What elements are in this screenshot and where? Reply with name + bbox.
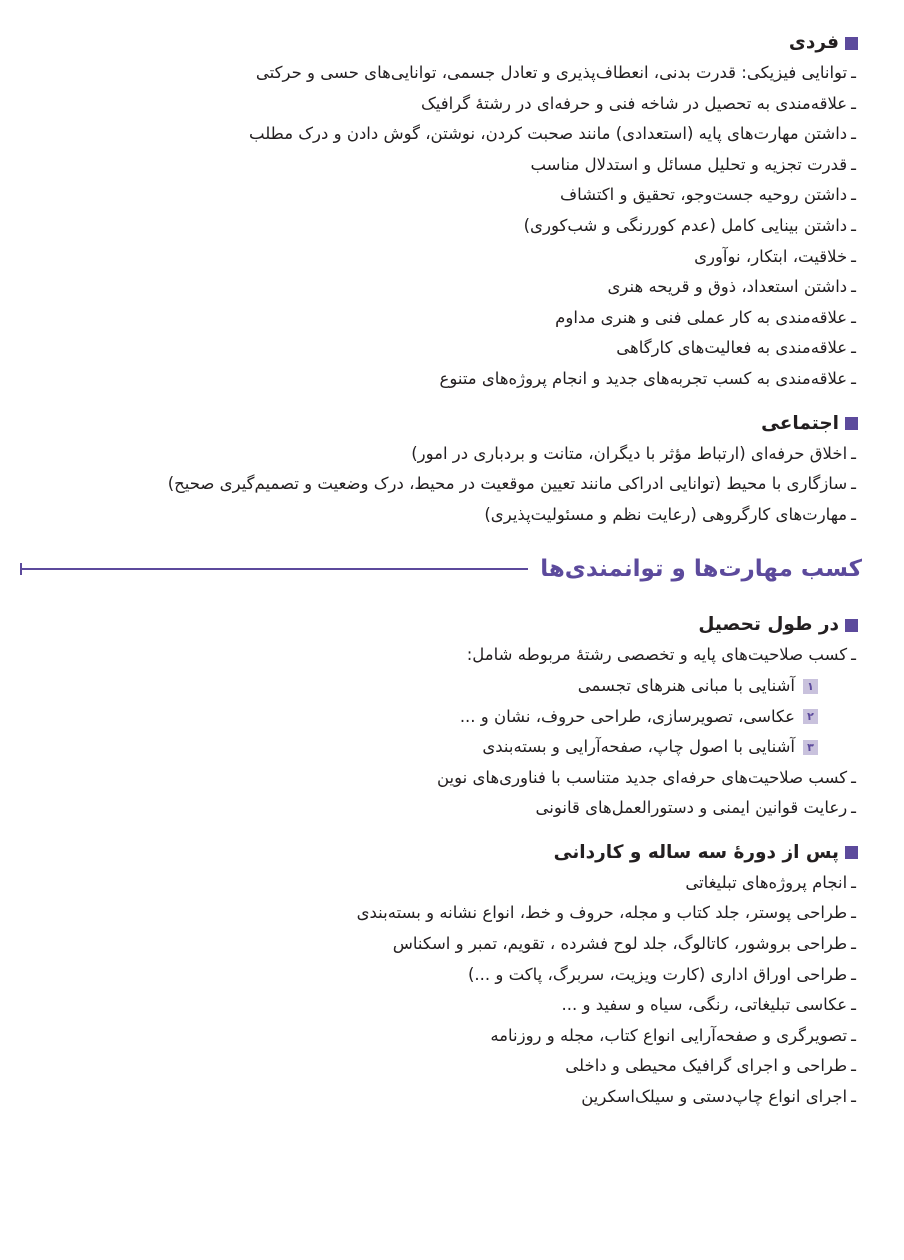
- list-item: [20, 439, 856, 470]
- dash-bullet: ـ: [851, 124, 856, 144]
- list-item: [20, 1021, 856, 1052]
- list-item: [20, 333, 856, 364]
- list-item-text: علاقه‌مندی به فعالیت‌های کارگاهی: [616, 338, 848, 358]
- section-during-study: [20, 610, 860, 824]
- dash-bullet: ـ: [851, 504, 856, 524]
- list-item: [20, 272, 856, 303]
- list-item: [20, 990, 856, 1021]
- list-item-text: تصویرگری و صفحه‌آرایی انواع کتاب، مجله و روزنامه: [490, 1025, 848, 1045]
- list-item: [20, 303, 856, 334]
- list-item: [20, 1082, 856, 1113]
- list-item-text: اجرای انواع چاپ‌دستی و سیلک‌اسکرین: [581, 1087, 848, 1107]
- numbered-list: [20, 671, 860, 763]
- section-heading: [20, 610, 858, 640]
- bullet-list: [20, 439, 860, 531]
- section-after-course: [20, 838, 860, 1113]
- list-item: [20, 640, 856, 671]
- list-item-text: طراحی و اجرای گرافیک محیطی و داخلی: [565, 1056, 848, 1076]
- list-item: [20, 242, 856, 273]
- list-item: [20, 89, 856, 120]
- list-item: [20, 500, 856, 531]
- chapter-title-row: [20, 552, 860, 586]
- number-badge: ۲: [803, 709, 818, 724]
- list-item-text: عکاسی تبلیغاتی، رنگی، سیاه و سفید و ...: [561, 995, 848, 1015]
- dash-bullet: ـ: [851, 215, 856, 235]
- section-heading: [20, 28, 858, 58]
- list-item-text: داشتن بینایی کامل (عدم کوررنگی و شب‌کوری): [523, 215, 848, 235]
- number-badge: ۱: [803, 679, 818, 694]
- square-bullet-icon: [845, 417, 858, 430]
- list-item-text: قدرت تجزیه و تحلیل مسائل و استدلال مناسب: [530, 154, 848, 174]
- section-individual: [20, 28, 860, 395]
- dash-bullet: ـ: [851, 63, 856, 82]
- numbered-item: [20, 732, 818, 763]
- dash-bullet: ـ: [851, 185, 856, 205]
- dash-bullet: ـ: [851, 995, 856, 1015]
- dash-bullet: ـ: [851, 767, 856, 787]
- section-heading: [20, 409, 858, 439]
- list-item-text: داشتن روحیه جست‌وجو، تحقیق و اکتشاف: [559, 185, 848, 205]
- list-item-text: سازگاری با محیط (توانایی ادراکی مانند تعیین موقعیت در محیط، درک وضعیت و تصمیم‌گیری صحیح): [167, 474, 848, 494]
- dash-bullet: ـ: [851, 154, 856, 174]
- list-item: [20, 364, 856, 395]
- dash-bullet: ـ: [851, 1025, 856, 1045]
- numbered-item: [20, 671, 818, 702]
- bullet-list: [20, 58, 860, 395]
- dash-bullet: ـ: [851, 338, 856, 358]
- list-item-text: خلاقیت، ابتکار، نوآوری: [694, 246, 848, 266]
- dash-bullet: ـ: [851, 246, 856, 266]
- list-item: [20, 58, 856, 89]
- list-item-text: اخلاق حرفه‌ای (ارتباط مؤثر با دیگران، متانت و بردباری در امور): [411, 443, 848, 463]
- section-heading-text: در طول تحصیل: [698, 614, 839, 636]
- dash-bullet: ـ: [851, 934, 856, 954]
- dash-bullet: ـ: [851, 1087, 856, 1107]
- list-item-text: داشتن مهارت‌های پایه (استعدادی) مانند صحبت کردن، نوشتن، گوش دادن و درک مطلب: [249, 124, 848, 144]
- list-item: [20, 929, 856, 960]
- section-heading-text: فردی: [788, 32, 839, 53]
- section-social: [20, 409, 860, 531]
- list-item: [20, 1051, 856, 1082]
- dash-bullet: ـ: [851, 277, 856, 297]
- list-item-text: مهارت‌های کارگروهی (رعایت نظم و مسئولیت‌پذیری): [484, 504, 848, 524]
- section-heading: [20, 838, 858, 868]
- list-item-text: انجام پروژه‌های تبلیغاتی: [685, 872, 848, 892]
- list-item-text: علاقه‌مندی به تحصیل در شاخه فنی و حرفه‌ای در رشتهٔ گرافیک: [420, 93, 848, 113]
- list-item-text: طراحی بروشور، کاتالوگ، جلد لوح فشرده ، تقویم، تمبر و اسکناس: [392, 934, 848, 954]
- numbered-item-text: عکاسی، تصویرسازی، طراحی حروف، نشان و ...: [459, 706, 795, 726]
- list-item: [20, 150, 856, 181]
- list-item: [20, 763, 856, 794]
- list-item: [20, 898, 856, 929]
- section-heading-text: اجتماعی: [761, 412, 839, 434]
- chapter-rule-divider: [20, 568, 528, 570]
- numbered-item-text: آشنایی با اصول چاپ، صفحه‌آرایی و بسته‌بندی: [482, 737, 795, 757]
- dash-bullet: ـ: [851, 93, 856, 113]
- dash-bullet: ـ: [851, 368, 856, 388]
- dash-bullet: ـ: [851, 307, 856, 327]
- list-item-text: کسب صلاحیت‌های پایه و تخصصی رشتهٔ مربوطه شامل:: [466, 645, 848, 665]
- bullet-list: [20, 763, 860, 824]
- square-bullet-icon: [845, 619, 858, 632]
- dash-bullet: ـ: [851, 964, 856, 984]
- list-item-text: علاقه‌مندی به کسب تجربه‌های جدید و انجام پروژه‌های متنوع: [439, 368, 848, 388]
- number-badge: ۳: [803, 740, 818, 755]
- dash-bullet: ـ: [851, 645, 856, 665]
- bullet-list: [20, 640, 860, 671]
- list-item-text: داشتن استعداد، ذوق و قریحه هنری: [607, 277, 848, 297]
- list-item: [20, 868, 856, 899]
- list-item-text: کسب صلاحیت‌های حرفه‌ای جدید متناسب با فناوری‌های نوین: [437, 767, 848, 787]
- list-item-text: رعایت قوانین ایمنی و دستورالعمل‌های قانونی: [535, 798, 848, 818]
- dash-bullet: ـ: [851, 872, 856, 892]
- numbered-item: [20, 702, 818, 733]
- dash-bullet: ـ: [851, 903, 856, 923]
- square-bullet-icon: [845, 846, 858, 859]
- bullet-list: [20, 868, 860, 1113]
- list-item-text: توانایی فیزیکی: قدرت بدنی، انعطاف‌پذیری و تعادل جسمی، توانایی‌های حسی و حرکتی: [255, 63, 848, 82]
- dash-bullet: ـ: [851, 798, 856, 818]
- list-item: [20, 469, 856, 500]
- dash-bullet: ـ: [851, 474, 856, 494]
- square-bullet-icon: [845, 37, 858, 50]
- numbered-item-text: آشنایی با مبانی هنرهای تجسمی: [577, 675, 795, 695]
- dash-bullet: ـ: [851, 1056, 856, 1076]
- list-item: [20, 119, 856, 150]
- list-item: [20, 211, 856, 242]
- chapter-title: کسب مهارت‌ها و توانمندی‌ها: [540, 556, 862, 583]
- list-item-text: طراحی پوستر، جلد کتاب و مجله، حروف و خط، انواع نشانه و بسته‌بندی: [356, 903, 848, 923]
- list-item-text: طراحی اوراق اداری (کارت ویزیت، سربرگ، پاکت و ...): [467, 964, 848, 984]
- list-item: [20, 180, 856, 211]
- section-heading-text: پس از دورهٔ سه ساله و کاردانی: [553, 841, 839, 863]
- list-item: [20, 960, 856, 991]
- dash-bullet: ـ: [851, 443, 856, 463]
- list-item: [20, 793, 856, 824]
- list-item-text: علاقه‌مندی به کار عملی فنی و هنری مداوم: [555, 307, 848, 327]
